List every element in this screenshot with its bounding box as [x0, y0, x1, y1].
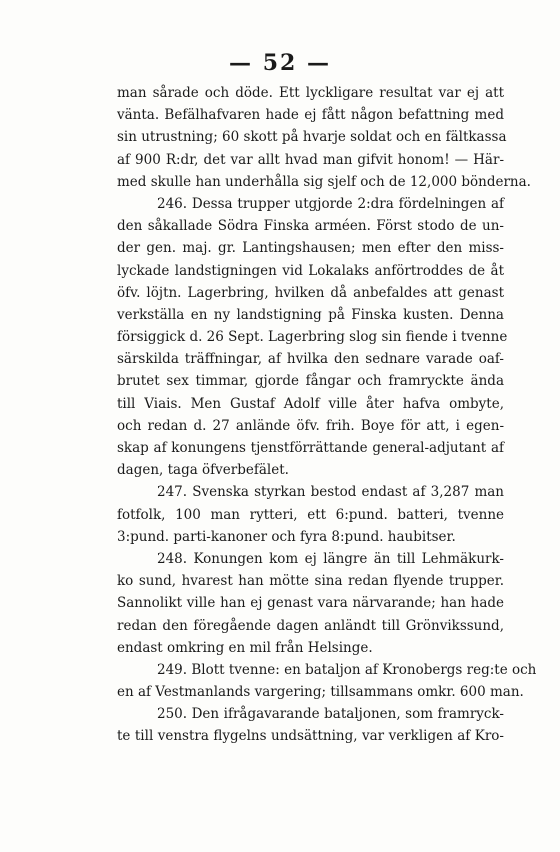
text-line: och redan d. 27 anlände öfv. frih. Boye för att, i egen-: [117, 417, 504, 434]
text-line: lyckade landstigningen vid Lokalaks anförtroddes de åt: [117, 262, 504, 279]
text-line: skap af konungens tjenstförrättande general-adjutant af: [117, 440, 504, 456]
text-line: af 900 R:dr, det var allt hvad man gifvit honom! — Här-: [117, 151, 504, 168]
paragraph-247-first-line: 247. Svenska styrkan bestod endast af 3,287 man: [157, 484, 504, 501]
text-line: till Viais. Men Gustaf Adolf ville åter hafva ombyte,: [117, 395, 504, 412]
text-line: fotfolk, 100 man rytteri, ett 6:pund. batteri, tvenne: [117, 506, 504, 523]
text-line: en af Vestmanlands vargering; tillsammans omkr. 600 man.: [117, 684, 524, 701]
text-line: te till venstra flygelns undsättning, var verkligen af Kro-: [117, 728, 504, 745]
paragraph-250-first-line: 250. Den ifrågavarande bataljonen, som framryck-: [157, 706, 504, 723]
text-line: ko sund, hvarest han mötte sina redan flyende trupper.: [117, 573, 504, 590]
text-line: den såkallade Södra Finska arméen. Först stodo de un-: [117, 218, 504, 235]
paragraph-248-first-line: 248. Konungen kom ej längre än till Lehmäkurk-: [157, 550, 504, 567]
page-number: — 52 —: [229, 50, 331, 76]
text-line: sin utrustning; 60 skott på hvarje soldat och en fältkassa: [117, 129, 507, 146]
paragraph-246-first-line: 246. Dessa trupper utgjorde 2:dra fördelningen af: [157, 195, 504, 212]
text-line: öfv. löjtn. Lagerbring, hvilken då anbefaldes att genast: [117, 284, 504, 301]
text-line: brutet sex timmar, gjorde fångar och framryckte ända: [117, 373, 504, 390]
paragraph-249-first-line: 249. Blott tvenne: en bataljon af Kronobergs reg:te och: [157, 661, 537, 678]
text-line: endast omkring en mil från Helsinge.: [117, 639, 373, 656]
text-line: med skulle han underhålla sig sjelf och de 12,000 bönderna.: [117, 173, 531, 190]
text-line: redan den föregående dagen anländt till Grönvikssund,: [117, 617, 504, 634]
text-line: man sårade och döde. Ett lyckligare resultat var ej att: [117, 85, 504, 101]
text-line: Sannolikt ville han ej genast vara närvarande; han hade: [117, 595, 504, 612]
text-line: särskilda träffningar, af hvilka den sednare varade oaf-: [117, 351, 504, 368]
body-text: [117, 82, 537, 748]
text-line: 3:pund. parti-kanoner och fyra 8:pund. haubitser.: [117, 528, 456, 545]
text-line: dagen, taga öfverbefälet.: [117, 462, 289, 479]
text-line: vänta. Befälhafvaren hade ej fått någon befattning med: [117, 107, 504, 124]
text-line: der gen. maj. gr. Lantingshausen; men efter den miss-: [117, 240, 504, 257]
text-line: försiggick d. 26 Sept. Lagerbring slog sin fiende i tvenne: [117, 329, 508, 346]
text-line: verkställa en ny landstigning på Finska kusten. Denna: [117, 306, 504, 323]
